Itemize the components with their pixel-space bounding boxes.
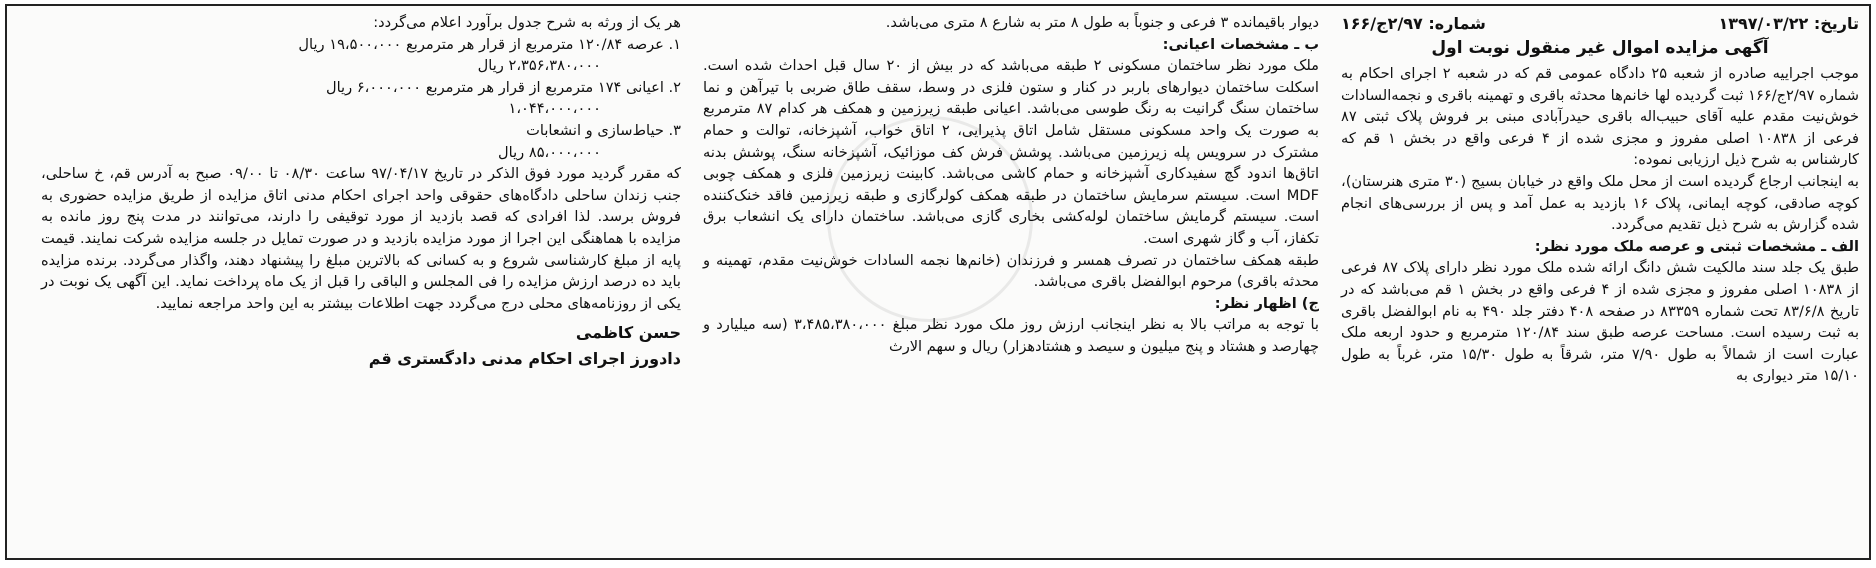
notice-page — [5, 4, 1871, 560]
paragraph: با توجه به مراتب بالا به نظر اینجانب ارزش روز ملک مورد نظر مبلغ ۳،۴۸۵،۳۸۰،۰۰۰ (سه میلیارد و چهارصد و هشتاد و پنج میلیون و سیصد و هشتادهزار) ریال و سهم الارث — [703, 316, 1319, 355]
paragraph: به اینجانب ارجاع گردیده است از محل ملک واقع در خیابان بسیج (۳۰ متری هنرستان)، کوچه صادقی، کوچه ایمانی، پلاک ۱۶ بازدید به عمل آمد و پس از بررسی‌های انجام شده گزارش به شرح ذیل تقدیم می‌گردد. — [1341, 172, 1859, 234]
valuation-item — [41, 77, 681, 120]
signature-block — [41, 320, 681, 372]
valuation-item-amount: ۱،۰۴۴،۰۰۰،۰۰۰ — [508, 100, 601, 118]
paragraph: که مقرر گردید مورد فوق الذکر در تاریخ ۹۷/۰۴/۱۷ ساعت ۰۸/۳۰ تا ۰۹/۰۰ صبح به آدرس قم، خ ساحلی، جنب زندان ساحلی دادگاه‌های حقوقی واحد اجرای احکام مدنی اتاق مزایده از طریق مزایده حضوری به فروش برسد. لذا افرادی که قصد بازدید از مورد توقیفی را دارند، می‌توانند در مدت پنج روز مانده به مزایده با هماهنگی این اجرا از مورد مزایده بازدید و در صورت تمایل در جلسه مزایده شرکت نمایند. قیمت پایه از مبلغ کارشناسی شروع و به کسانی که بالاترین مبلغ را پیشنهاد دهند، واگذار می‌گردد. برنده مزایده باید ده درصد ارزش مزایده را فی المجلس و الباقی را قبل از یک ماه پرداخت نماید. این آگهی یک نوبت در یکی از روزنامه‌های محلی درج می‌گردد جهت اطلاعات بیشتر به این واحد مراجعه نمایید. — [41, 165, 681, 312]
signer-title: دادورز اجرای احکام مدنی دادگستری قم — [368, 349, 681, 369]
column-middle — [703, 12, 1319, 552]
valuation-item-label: ۱. عرصه ۱۲۰/۸۴ مترمربع از قرار هر مترمربع ۱۹،۵۰۰،۰۰۰ ریال — [298, 35, 681, 53]
valuation-item — [41, 120, 681, 163]
notice-title: آگهی مزایده اموال غیر منقول نوبت اول — [1431, 38, 1769, 58]
number-label: شماره: ۲/۹۷ج/۱۶۶ — [1341, 14, 1486, 33]
signer-name: حسن کاظمی — [575, 323, 681, 343]
valuation-item-label: ۲. اعیانی ۱۷۴ مترمربع از قرار هر مترمربع ۶،۰۰۰،۰۰۰ ریال — [326, 78, 681, 96]
paragraph: دیوار باقیمانده ۳ فرعی و جنوباً به طول ۸ متر به شارع ۸ متری می‌باشد. — [885, 14, 1319, 31]
paragraph: هر یک از ورثه به شرح جدول برآورد اعلام می‌گردد: — [373, 14, 681, 31]
valuation-item — [41, 34, 681, 77]
paragraph: موجب اجراییه صادره از شعبه ۲۵ دادگاه عمومی قم که در شعبه ۲ اجرای احکام به شماره ۲/۹۷ج/۱۶۶ ثبت گردیده لها خانم‌ها محدثه باقری و تهمینه باقری و نجمه‌السادات خوش‌نیت مقدم علیه آقای حبیب‌اله باقری حیدرآبادی مبنی بر فروش پلاک ثبتی ۸۷ فرعی از ۱۰۸۳۸ اصلی مفروز و مجزی شده از ۴ فرعی واقع در بخش ۱ قم که کارشناس به شرح ذیل ارزیابی نموده: — [1341, 65, 1859, 169]
valuation-item-amount: ۲،۳۵۶،۳۸۰،۰۰۰ ریال — [477, 57, 601, 75]
paragraph: ملک مورد نظر ساختمان مسکونی ۲ طبقه می‌باشد که در بیش از ۲۰ سال قبل احداث شده است. اسکلت ساختمان دیوارهای باربر در کنار و ستون فلزی در وسط، سقف طاق ضربی با تیرآهن و نما ساختمان سنگ گرانیت به رنگ طوسی می‌باشد. اعیانی طبقه زیرزمین و همکف هر کدام ۸۷ مترمربع به صورت یک واحد مسکونی مستقل شامل اتاق پذیرایی، ۲ اتاق خواب، آشپزخانه، توالت و حمام مشترک در سرویس پله زیرزمین می‌باشد. پوشش فرش کف موزائیک، آشپزخانه سنگ، پوشش بدنه اتاق‌ها اندود گچ سفیدکاری آشپزخانه و حمام کاشی می‌باشد. کابینت زیرزمین فلزی و همکف چوبی MDF است. سیستم سرمایش ساختمان در طبقه همکف کولرگازی و طبقه زیرزمین فاقد خنک‌کننده است. سیستم گرمایش ساختمان لوله‌کشی بخاری گازی می‌باشد. ساختمان دارای یک انشعاب برق تکفاز، آب و گاز شهری است. — [703, 57, 1319, 247]
valuation-item-label: ۳. حیاط‌سازی و انشعابات — [526, 121, 681, 139]
column-right — [1341, 12, 1859, 552]
paragraph: طبقه همکف ساختمان در تصرف همسر و فرزندان (خانم‌ها نجمه السادات خوش‌نیت مقدم، تهمینه و محدثه باقری) مرحوم ابوالفضل باقری می‌باشد. — [703, 251, 1319, 291]
column-left — [41, 12, 681, 552]
notice-header — [1341, 12, 1859, 36]
date-label: تاریخ: ۱۳۹۷/۰۳/۲۲ — [1718, 14, 1859, 33]
paragraph: طبق یک جلد سند مالکیت شش دانگ ارائه شده ملک مورد نظر دارای پلاک ۸۷ فرعی از ۱۰۸۳۸ اصلی مفروز و مجزی شده از ۴ فرعی واقع در بخش ۱ قم می‌باشد که در تاریخ ۸۳/۶/۸ تحت شماره ۸۳۳۵۹ در صفحه ۴۰۸ دفتر جلد ۴۹۰ به نام ابوالفضل باقری به ثبت رسیده است. مساحت عرصه طبق سند ۱۲۰/۸۴ مترمربع و حدود اربعه ملک عبارت است از شمالاً به طول ۷/۹۰ متر، شرقاً به طول ۱۵/۳۰ متر، غرباً به طول ۱۵/۱۰ متر دیواری به — [1341, 259, 1860, 385]
section-heading: ج) اظهار نظر: — [1214, 294, 1319, 312]
section-heading: ب ـ مشخصات اعیانی: — [1162, 35, 1319, 53]
section-heading: الف ـ مشخصات ثبتی و عرصه ملک مورد نظر: — [1534, 237, 1859, 255]
valuation-item-amount: ۸۵،۰۰۰،۰۰۰ ریال — [498, 143, 601, 161]
